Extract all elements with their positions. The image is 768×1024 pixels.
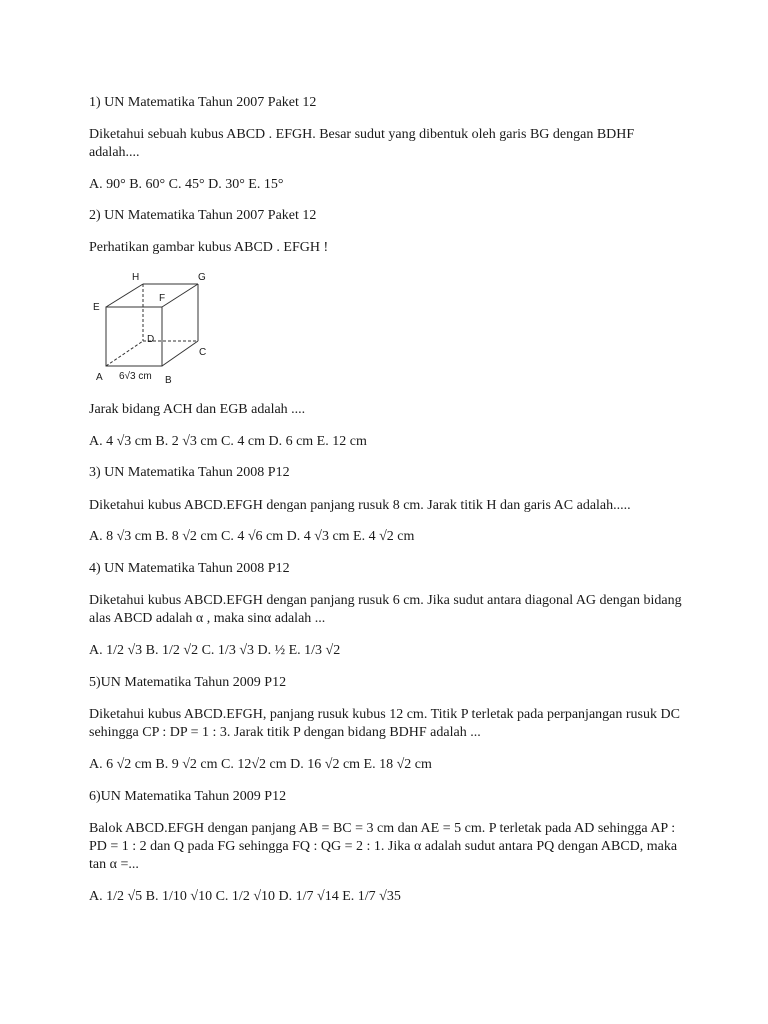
q2-heading: 2) UN Matematika Tahun 2007 Paket 12 (89, 208, 317, 223)
q6-text-line-2: PD = 1 : 2 dan Q pada FG sehingga FQ : QG = 2 : 1. Jika α adalah sudut antara PQ dengan ABCD, maka (89, 839, 678, 854)
edge-AD (106, 341, 143, 366)
q5-heading: 5)UN Matematika Tahun 2009 P12 (89, 675, 287, 690)
q1-text-line-1: Diketahui sebuah kubus ABCD . EFGH. Besar sudut yang dibentuk oleh garis BG dengan BDHF (89, 127, 635, 142)
edge-EH (106, 284, 143, 307)
q1-heading: 1) UN Matematika Tahun 2007 Paket 12 (89, 95, 317, 110)
label-H: H (132, 272, 140, 283)
edge-length-label: 6√3 cm (119, 371, 152, 382)
q2-text-line-1: Perhatikan gambar kubus ABCD . EFGH ! (89, 240, 329, 255)
q4-text-line-2: alas ABCD adalah α , maka sinα adalah ... (89, 611, 326, 626)
q1-options: A. 90° B. 60° C. 45° D. 30° E. 15° (89, 177, 284, 192)
q4-heading: 4) UN Matematika Tahun 2008 P12 (89, 561, 290, 576)
q3-text-line-1: Diketahui kubus ABCD.EFGH dengan panjang rusuk 8 cm. Jarak titik H dan garis AC adalah..... (89, 498, 631, 513)
q5-options: A. 6 √2 cm B. 9 √2 cm C. 12√2 cm D. 16 √2 cm E. 18 √2 cm (89, 757, 432, 772)
cube-diagram (88, 266, 213, 388)
label-D: D (147, 334, 155, 345)
q4-text-line-1: Diketahui kubus ABCD.EFGH dengan panjang rusuk 6 cm. Jika sudut antara diagonal AG dengan bidang (89, 593, 682, 608)
q6-options: A. 1/2 √5 B. 1/10 √10 C. 1/2 √10 D. 1/7 √14 E. 1/7 √35 (89, 889, 401, 904)
label-C: C (199, 347, 207, 358)
label-G: G (198, 272, 206, 283)
q2-options: A. 4 √3 cm B. 2 √3 cm C. 4 cm D. 6 cm E. 12 cm (89, 434, 367, 449)
q6-text-line-3: tan α =... (89, 857, 139, 872)
q5-text-line-1: Diketahui kubus ABCD.EFGH, panjang rusuk kubus 12 cm. Titik P terletak pada perpanjangan rusuk DC (89, 707, 680, 722)
q4-options: A. 1/2 √3 B. 1/2 √2 C. 1/3 √3 D. ½ E. 1/3 √2 (89, 643, 341, 658)
q1-text-line-2: adalah.... (89, 145, 140, 160)
label-F: F (159, 293, 166, 304)
q2-question: Jarak bidang ACH dan EGB adalah .... (89, 402, 306, 417)
q6-text-line-1: Balok ABCD.EFGH dengan panjang AB = BC = 3 cm dan AE = 5 cm. P terletak pada AD sehingga AP : (89, 821, 676, 836)
q3-heading: 3) UN Matematika Tahun 2008 P12 (89, 465, 290, 480)
label-E: E (93, 302, 100, 313)
q5-text-line-2: sehingga CP : DP = 1 : 3. Jarak titik P dengan bidang BDHF adalah ... (89, 725, 481, 740)
q6-heading: 6)UN Matematika Tahun 2009 P12 (89, 789, 287, 804)
q3-options: A. 8 √3 cm B. 8 √2 cm C. 4 √6 cm D. 4 √3 cm E. 4 √2 cm (89, 529, 415, 544)
label-B: B (165, 375, 172, 386)
edge-BC (162, 341, 198, 366)
edge-FG (162, 284, 198, 307)
label-A: A (96, 372, 103, 383)
